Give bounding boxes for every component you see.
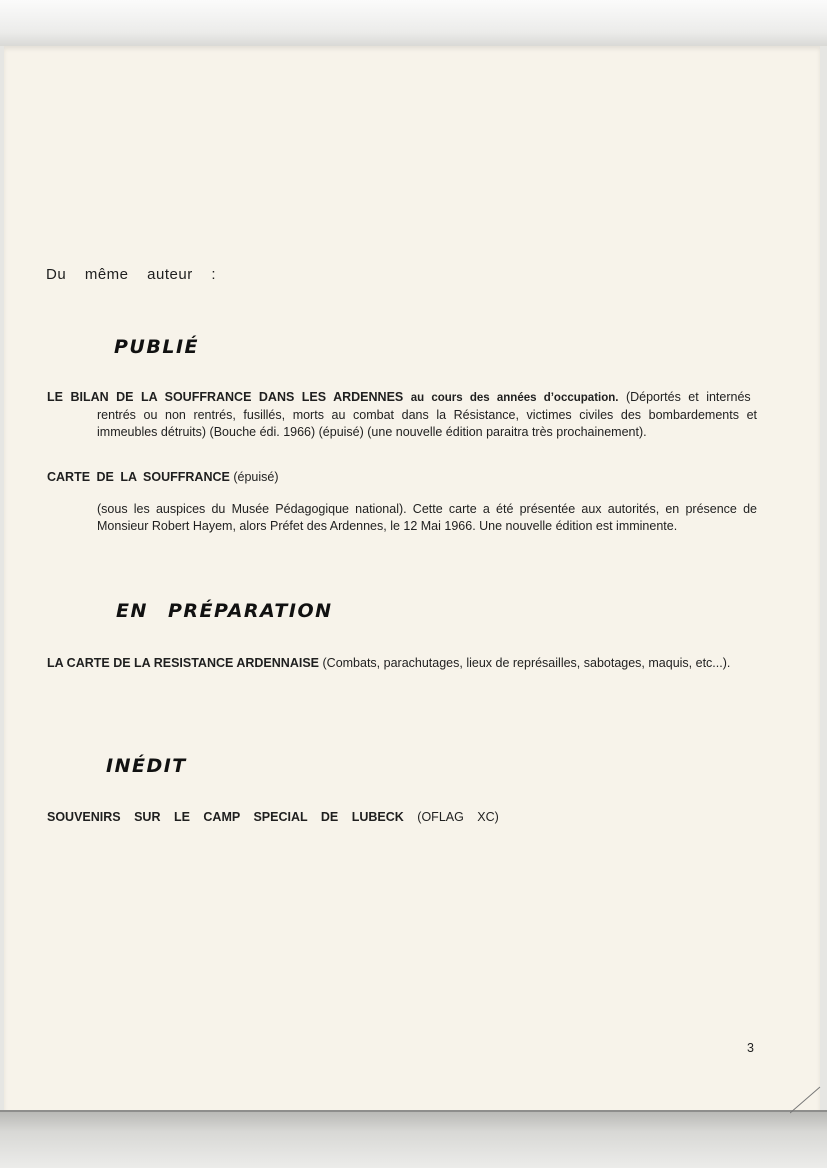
- entry-carte-souffrance-description: (sous les auspices du Musée Pédagogique national). Cette carte a été présentée aux autorités, en présence de Monsieur Robert Hayem, alors Préfet des Ardennes, le 12 Mai 1966. Une nouvelle édition est imminente.: [97, 502, 757, 533]
- entry-title: CARTE DE LA SOUFFRANCE: [47, 470, 230, 484]
- entry-note: (épuisé): [233, 470, 279, 484]
- entry-title: LE BILAN DE LA SOUFFRANCE DANS LES ARDENNES: [47, 390, 404, 404]
- entry-text: (OFLAG XC): [417, 810, 499, 824]
- page-sheet: [4, 46, 820, 1112]
- entry-souvenirs-lubeck: [47, 809, 499, 826]
- entry-bilan-souffrance: [47, 389, 757, 441]
- page-corner-mark: [790, 1085, 822, 1115]
- entry-text: rentrés ou non rentrés, fusillés, morts au combat dans la Résistance, victimes civiles des bombardements et immeubles détruits) (Bouche édi. 1966) (épuisé) (une nouvelle édition paraitra très prochainement).: [97, 408, 757, 439]
- scan-top-edge: [0, 0, 827, 46]
- page-number: 3: [747, 1041, 754, 1055]
- entry-title: LA CARTE DE LA RESISTANCE ARDENNAISE: [47, 656, 320, 670]
- scan-bottom-edge: [0, 1112, 827, 1168]
- entry-text: (Combats, parachutages, lieux de représailles, sabotages, maquis, etc...).: [322, 656, 731, 670]
- entry-subtitle: au cours des années d’occupation.: [410, 392, 619, 404]
- entry-title: SOUVENIRS SUR LE CAMP SPECIAL DE LUBECK: [47, 810, 404, 824]
- heading-unpublished: INÉDIT: [106, 755, 187, 777]
- entry-carte-souffrance: [47, 469, 279, 486]
- intro-text: Du même auteur :: [46, 266, 217, 283]
- heading-published: PUBLIÉ: [114, 336, 199, 358]
- heading-in-preparation: EN PRÉPARATION: [116, 600, 333, 622]
- entry-text-line1: (Déportés et internés: [625, 390, 751, 404]
- entry-carte-resistance: [47, 655, 757, 672]
